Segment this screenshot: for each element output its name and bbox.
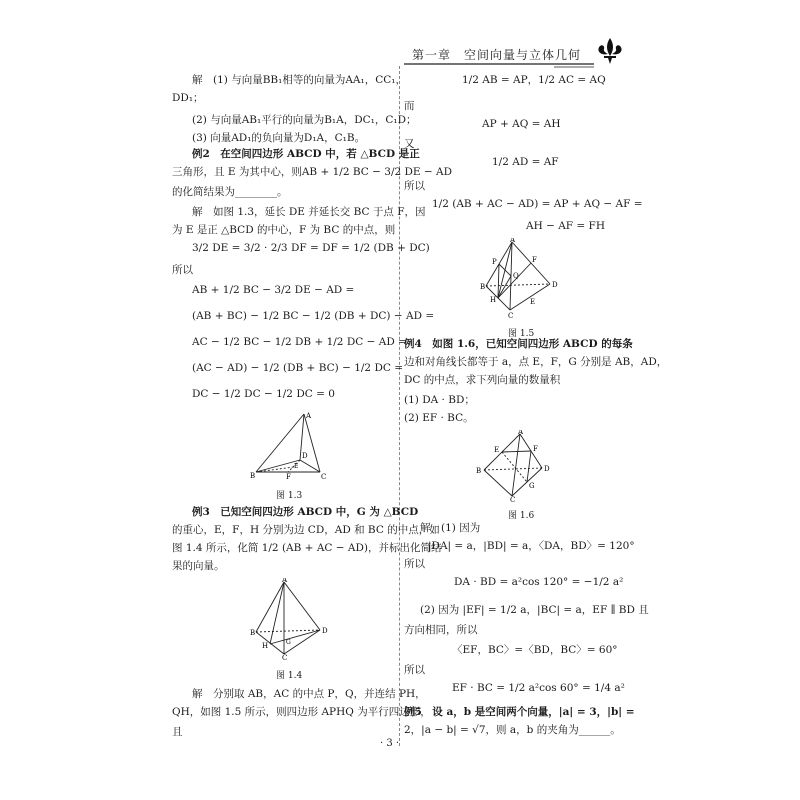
text-line: 所以 [404,180,425,192]
fig-label: B [250,472,256,480]
text-line: 解 分别取 AB，AC 的中点 P，Q，并连结 PH， [192,688,426,700]
text-line: 〈EF，BC〉=〈BD，BC〉= 60° [452,644,618,656]
text-line: 例5 设 a，b 是空间两个向量，|a| = 3，|b| = [404,706,635,718]
text-line: EF · BC = 1/2 a²cos 60° = 1/4 a² [452,682,625,694]
text-line: QH，如图 1.5 所示，则四边形 APHQ 为平行四边形， [172,706,431,718]
text-line: (3) 向量AD₁的负向量为D₁A，C₁B。 [192,132,366,144]
text-line: 又 [404,138,415,150]
text-line: 果的向量。 [172,560,225,572]
text-line: AB + 1/2 BC − 3/2 DE − AD = [192,284,355,296]
text-line: 解 如图 1.3，延长 DE 并延长交 BC 于点 F，因 [192,206,426,218]
text-line: 例2 在空间四边形 ABCD 中，若 △BCD 是正 [192,148,420,160]
text-line: (AB + BC) − 1/2 BC − 1/2 (DB + DC) − AD = [192,310,435,322]
fig-label: E [530,298,536,306]
text-line: 例3 已知空间四边形 ABCD 中，G 为 △BCD [192,506,419,518]
text-line: 而 [404,100,415,112]
text-line: 解 (1) 因为 [420,522,481,534]
text-line: 1/2 AB = AP，1/2 AC = AQ [462,74,606,86]
fig-label: G [529,482,535,490]
text-line: 三角形，且 E 为其中心，则AB + 1/2 BC − 3/2 DE − AD [172,166,453,178]
figure-1-6 [476,430,556,502]
figure-1-5 [480,238,560,320]
figure-1-6-caption: 图 1.6 [508,511,535,521]
fig-label: B [480,283,486,291]
fig-label: D [544,465,550,473]
fig-label: A [306,412,312,420]
fig-label: A [518,430,524,436]
fig-label: C [321,473,327,480]
text-line: 所以 [404,558,425,570]
fig-label: B [476,467,482,475]
fig-label: P [492,258,497,266]
figure-1-4-caption: 图 1.4 [276,671,303,681]
fig-label: D [322,627,328,635]
header-rule [404,62,594,70]
text-line: 2，|a − b| = √7，则 a，b 的夹角为______。 [404,724,621,736]
text-line: 所以 [172,264,193,276]
text-line: 边和对角线长都等于 a，点 E，F，G 分别是 AB，AD， [404,356,668,368]
text-line: |DA| = a，|BD| = a，〈DA，BD〉= 120° [428,540,635,552]
text-line: 为 E 是正 △BCD 的中心，F 为 BC 的中点，则 [172,224,396,236]
text-line: (AC − AD) − 1/2 (DB + BC) − 1/2 DC = [192,362,404,374]
text-line: AC − 1/2 BC − 1/2 DB + 1/2 DC − AD = [192,336,407,348]
fig-label: B [250,629,256,637]
text-line: 的化简结果为________。 [172,186,288,198]
text-line: DC 的中点，求下列向量的数量积 [404,374,561,386]
text-line: 方向相同，所以 [404,624,478,636]
fleur-de-lis-icon [592,36,628,66]
fig-label: A [510,238,516,244]
fig-label: F [532,256,537,264]
fig-label: F [286,473,291,480]
fig-label: C [282,654,288,660]
fig-label: E [494,446,500,454]
text-line: 1/2 (AB + AC − AD) = AP + AQ − AF = [432,198,643,210]
text-line: (2) 与向量AB₁平行的向量为B₁A，DC₁，C₁D； [192,114,417,126]
fig-label: E [294,463,299,470]
fig-label: C [510,496,516,502]
fig-label: Q [513,272,519,280]
text-line: 解 (1) 与向量BB₁相等的向量为AA₁，CC₁， [192,74,407,86]
page-number: · 3 · [380,738,400,749]
chapter-heading: 第一章 空间向量与立体几何 [412,48,582,62]
fig-label: A [282,578,288,584]
text-line: 所以 [404,664,425,676]
figure-1-3 [248,410,338,480]
text-line: AP + AQ = AH [482,118,561,130]
text-line: DC − 1/2 DC − 1/2 DC = 0 [192,388,335,400]
text-line: 1/2 AD = AF [492,156,559,168]
figure-1-3-caption: 图 1.3 [276,491,303,501]
text-line: (2) EF · BC。 [404,412,474,424]
fig-label: D [302,452,308,460]
text-line: (2) 因为 |EF| = 1/2 a，|BC| = a，EF ∥ BD 且 [420,604,649,616]
text-line: 图 1.4 所示，化简 1/2 (AB + AC − AD)，并标出化简结 [172,542,442,554]
fig-label: G [286,639,291,646]
fig-label: C [508,312,514,320]
text-line: DA · BD = a²cos 120° = −1/2 a² [454,576,624,588]
text-line: 的重心，E，F，H 分别为边 CD，AD 和 BC 的中点，如 [172,524,440,536]
text-line: AH − AF = FH [526,220,605,232]
text-line: 3/2 DE = 3/2 · 2/3 DF = DF = 1/2 (DB + DC) [192,242,430,254]
text-line: 例4 如图 1.6，已知空间四边形 ABCD 的每条 [404,338,633,350]
figure-1-4 [250,578,330,660]
fig-label: H [262,642,269,650]
figure-1-5-caption: 图 1.5 [508,329,535,339]
text-line: DD₁； [172,92,204,104]
fig-label: D [552,281,558,289]
fig-label: F [533,445,538,453]
fig-label: H [490,296,497,304]
text-line: 且 [172,726,183,738]
text-line: (1) DA · BD； [404,394,475,406]
